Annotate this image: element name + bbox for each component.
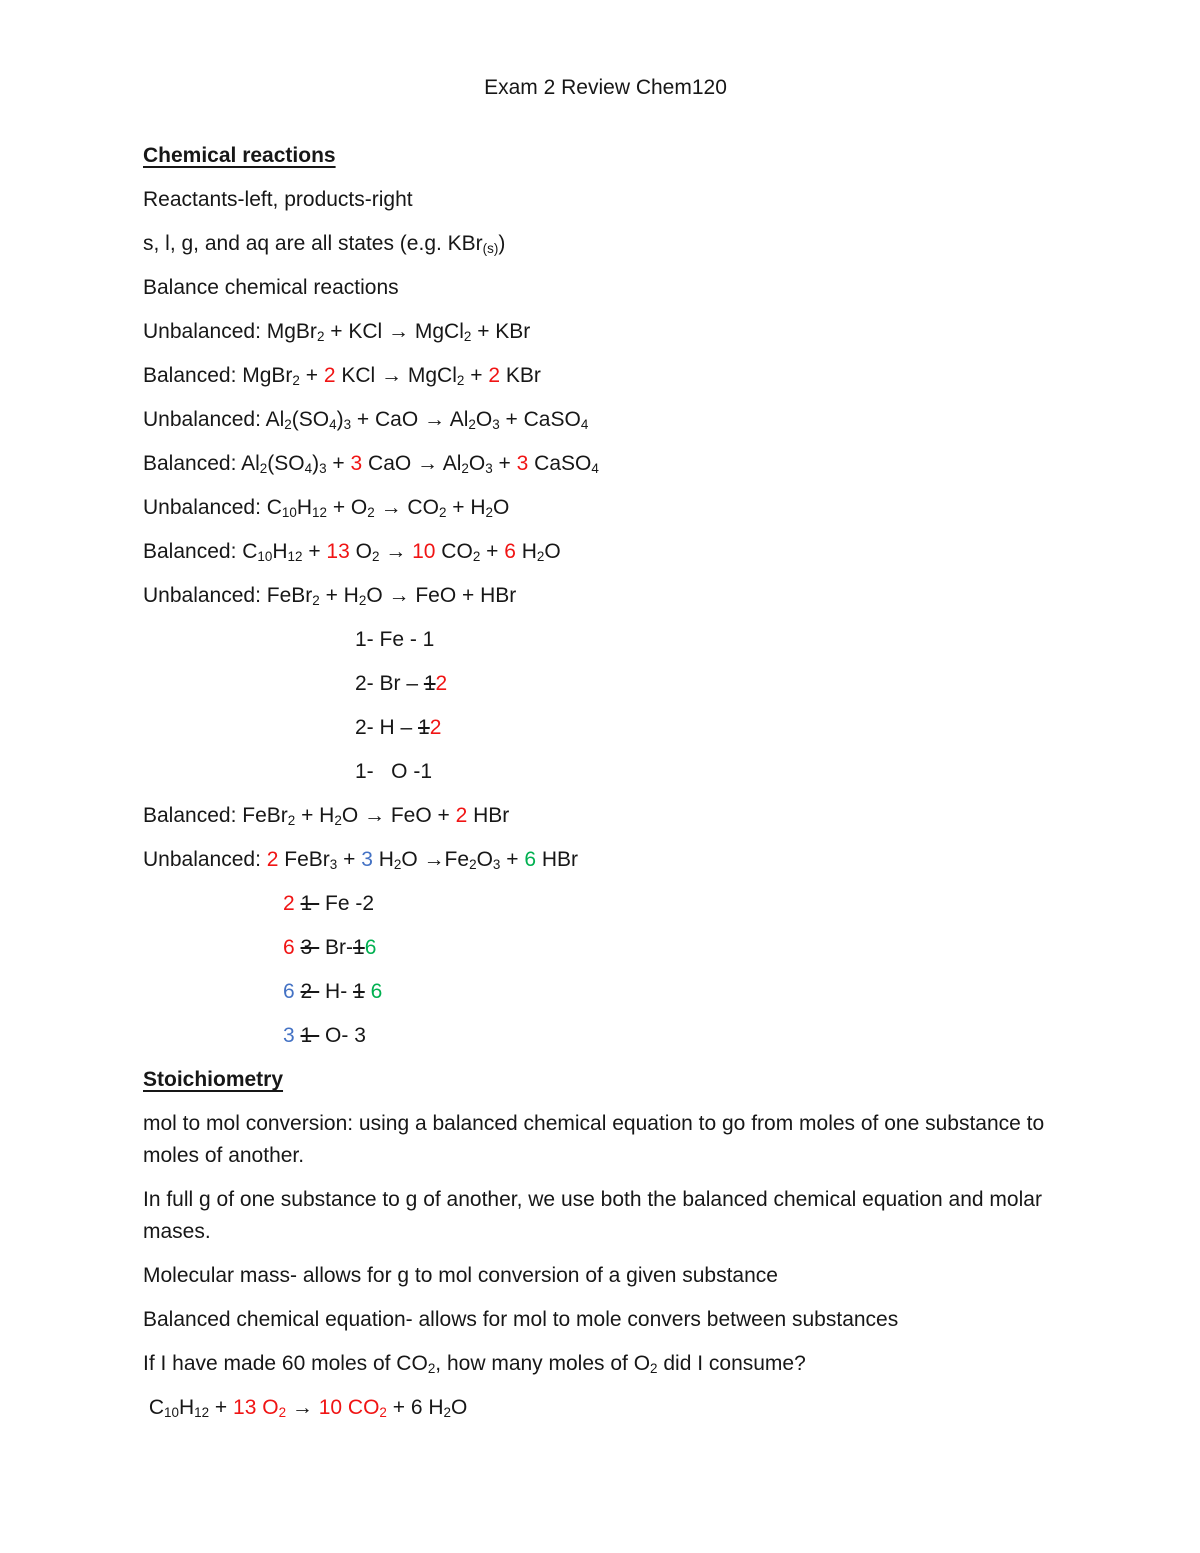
- text-token: 3: [492, 857, 501, 873]
- text-token: 10: [412, 540, 436, 563]
- text-token: 3: [516, 452, 529, 475]
- text-token: Unbalanced: C: [143, 496, 282, 519]
- text-token: If I have made 60 moles of CO: [143, 1352, 428, 1375]
- element-count-line: [283, 1020, 1068, 1052]
- element-count-line: [283, 888, 1068, 920]
- text-token: 3: [319, 461, 327, 477]
- text-token: 12: [287, 549, 303, 565]
- text-token: 2- Br –: [355, 672, 424, 695]
- text-token: O: [544, 540, 561, 563]
- text-token: 2: [488, 364, 500, 387]
- text-token: 2: [312, 593, 320, 609]
- text-token: Balanced: Al: [143, 452, 260, 475]
- text-token: + KBr: [471, 320, 531, 343]
- text-token: H: [296, 496, 313, 519]
- text-token: +: [299, 364, 324, 387]
- text-token: + H: [295, 804, 335, 827]
- text-token: Unbalanced: Al: [143, 408, 285, 431]
- text-token: 4: [580, 417, 589, 433]
- text-token: 12: [194, 1405, 210, 1421]
- equation-line: [143, 580, 1068, 612]
- text-token: KCl → MgCl: [335, 364, 457, 387]
- text-token: O → FeO + HBr: [366, 584, 517, 607]
- text-token: Unbalanced:: [143, 848, 267, 871]
- paragraph: [143, 184, 1068, 216]
- paragraph: [143, 1108, 1068, 1172]
- text-token: 2: [323, 364, 336, 387]
- text-token: +: [464, 364, 489, 387]
- text-token: 3: [350, 452, 363, 475]
- text-token: 2: [367, 505, 375, 521]
- text-token: 3-: [300, 936, 320, 959]
- element-count-line: [283, 976, 1068, 1008]
- equation-line: [143, 404, 1068, 436]
- text-token: , how many moles of O: [435, 1352, 651, 1375]
- text-token: 3: [492, 417, 500, 433]
- text-token: 2: [455, 804, 468, 827]
- text-token: O: [475, 408, 493, 431]
- text-token: 2: [463, 329, 472, 345]
- text-token: CaO → Al: [362, 452, 462, 475]
- text-token: 1: [418, 716, 430, 739]
- text-token: Balanced: C: [143, 540, 258, 563]
- text-token: 6: [283, 936, 295, 959]
- text-token: 12: [312, 505, 327, 521]
- text-token: 2: [472, 549, 481, 565]
- page-title: [143, 72, 1068, 104]
- text-token: (s): [482, 241, 499, 257]
- equation-line: [143, 536, 1068, 568]
- text-token: 2: [287, 813, 296, 829]
- text-token: 2: [438, 505, 447, 521]
- text-token: 2: [435, 672, 448, 695]
- text-token: H: [372, 848, 394, 871]
- text-token: 10: [164, 1405, 179, 1421]
- text-token: Balance chemical reactions: [143, 276, 399, 299]
- text-token: KBr: [500, 364, 541, 387]
- text-token: (SO: [291, 408, 330, 431]
- text-token: 1-: [300, 892, 320, 915]
- text-token: 3: [283, 1024, 295, 1047]
- text-token: + CaO → Al: [351, 408, 469, 431]
- text-token: O: [451, 1396, 468, 1419]
- text-token: 2: [461, 461, 469, 477]
- document-body: [143, 72, 1068, 1436]
- text-token: 2: [469, 857, 477, 873]
- text-token: did I consume?: [657, 1352, 806, 1375]
- text-token: In full g of one substance to g of another, we use both the balanced chemical equation and molar mases.: [143, 1188, 1048, 1243]
- text-token: 1- Fe - 1: [355, 628, 435, 651]
- text-token: Fe -2: [319, 892, 375, 915]
- text-token: 10: [281, 505, 297, 521]
- text-token: 10 CO: [318, 1396, 380, 1419]
- text-token: ): [498, 232, 506, 255]
- text-token: → CO: [374, 496, 439, 519]
- equation-line: [143, 1392, 1068, 1424]
- text-token: Br-: [319, 936, 354, 959]
- text-token: 2: [379, 1405, 387, 1421]
- element-count-line: [355, 756, 1068, 788]
- text-token: 4: [304, 461, 313, 477]
- element-count-line: [355, 712, 1068, 744]
- text-token: 2: [334, 813, 342, 829]
- equation-line: [143, 360, 1068, 392]
- text-token: 6: [283, 980, 295, 1003]
- equation-line: [143, 844, 1068, 876]
- element-count-line: [355, 668, 1068, 700]
- text-token: (SO: [267, 452, 305, 475]
- text-token: CO: [435, 540, 473, 563]
- text-token: + 6 H: [386, 1396, 444, 1419]
- text-token: Balanced chemical equation- allows for mol to mole convers between substances: [143, 1308, 899, 1331]
- text-token: 2: [427, 1361, 436, 1377]
- text-token: Balanced: FeBr: [143, 804, 288, 827]
- text-token: 2: [429, 716, 442, 739]
- text-token: +: [492, 452, 517, 475]
- section-heading-stoichiometry: [143, 1064, 1068, 1096]
- text-token: Unbalanced: FeBr: [143, 584, 313, 607]
- equation-line: [143, 448, 1068, 480]
- text-token: O: [476, 848, 493, 871]
- text-token: +: [337, 848, 362, 871]
- text-token: 2- H –: [355, 716, 419, 739]
- text-token: 4: [329, 417, 337, 433]
- paragraph: [143, 1304, 1068, 1336]
- text-token: 6: [364, 936, 377, 959]
- text-token: +: [302, 540, 327, 563]
- text-token: O: [493, 496, 510, 519]
- text-token: 6: [370, 980, 383, 1003]
- text-token: HBr: [467, 804, 510, 827]
- equation-line: [143, 316, 1068, 348]
- text-token: H: [515, 540, 537, 563]
- equation-line: [143, 492, 1068, 524]
- text-token: 2: [266, 848, 279, 871]
- text-token: + H: [446, 496, 486, 519]
- text-token: 1- O -1: [355, 760, 433, 783]
- text-token: 6: [524, 848, 537, 871]
- text-token: O- 3: [319, 1024, 366, 1047]
- text-token: Reactants-left, products-right: [143, 188, 413, 211]
- text-token: 2: [292, 373, 300, 389]
- text-token: 10: [257, 549, 273, 565]
- text-token: O: [468, 452, 486, 475]
- text-token: Molecular mass- allows for g to mol conversion of a given substance: [143, 1264, 778, 1287]
- text-token: +: [209, 1396, 234, 1419]
- text-token: mol to mol conversion: using a balanced chemical equation to go from moles of one substance to moles of another.: [143, 1112, 1051, 1167]
- text-token: 4: [591, 461, 599, 477]
- paragraph: [143, 1184, 1068, 1248]
- text-token: Unbalanced: MgBr: [143, 320, 317, 343]
- text-token: 2: [443, 1405, 452, 1421]
- text-token: HBr: [536, 848, 579, 871]
- text-token: C: [143, 1396, 165, 1419]
- text-token: Chemical reactions: [143, 144, 336, 167]
- text-token: →: [286, 1396, 319, 1419]
- text-token: 13 O: [233, 1396, 279, 1419]
- text-token: 2: [358, 593, 367, 609]
- paragraph: [143, 228, 1068, 260]
- equation-line: [143, 800, 1068, 832]
- text-token: 2: [650, 1361, 658, 1377]
- section-heading-chemical-reactions: [143, 140, 1068, 172]
- element-count-line: [355, 624, 1068, 656]
- text-token: +: [480, 540, 505, 563]
- text-token: + KCl → MgCl: [324, 320, 464, 343]
- text-token: 2-: [300, 980, 320, 1003]
- text-token: O → FeO +: [341, 804, 456, 827]
- text-token: 2: [536, 549, 545, 565]
- text-token: + CaSO: [499, 408, 581, 431]
- text-token: 2: [393, 857, 402, 873]
- text-token: 2: [485, 505, 494, 521]
- text-token: ): [312, 452, 320, 475]
- text-token: 2: [456, 373, 465, 389]
- text-token: 2: [284, 417, 292, 433]
- text-token: 1: [353, 980, 365, 1003]
- text-token: 2: [316, 329, 325, 345]
- text-token: 1: [353, 936, 365, 959]
- text-token: 3: [485, 461, 493, 477]
- text-token: 2: [468, 417, 476, 433]
- text-token: 6: [504, 540, 516, 563]
- text-token: 2: [283, 892, 295, 915]
- text-token: H: [178, 1396, 195, 1419]
- paragraph: [143, 272, 1068, 304]
- text-token: ): [336, 408, 344, 431]
- text-token: 2: [259, 461, 268, 477]
- text-token: O: [349, 540, 372, 563]
- text-token: 2: [371, 549, 380, 565]
- text-token: Stoichiometry: [143, 1068, 284, 1091]
- paragraph: [143, 1260, 1068, 1292]
- text-token: + H: [319, 584, 359, 607]
- text-token: 1-: [300, 1024, 320, 1047]
- text-token: O →Fe: [401, 848, 470, 871]
- text-token: +: [500, 848, 525, 871]
- text-token: →: [379, 540, 413, 563]
- text-token: + O: [327, 496, 368, 519]
- text-token: H-: [319, 980, 354, 1003]
- text-token: H: [272, 540, 288, 563]
- text-token: s, l, g, and aq are all states (e.g. KBr: [143, 232, 483, 255]
- text-token: 3: [361, 848, 373, 871]
- paragraph: [143, 1348, 1068, 1380]
- text-token: CaSO: [528, 452, 592, 475]
- text-token: 1: [423, 672, 436, 695]
- text-token: FeBr: [278, 848, 330, 871]
- text-token: Balanced: MgBr: [143, 364, 293, 387]
- text-token: +: [326, 452, 351, 475]
- text-token: 13: [326, 540, 350, 563]
- text-token: 2: [278, 1405, 287, 1421]
- text-token: 3: [343, 417, 352, 433]
- text-token: Exam 2 Review Chem120: [484, 76, 727, 99]
- element-count-line: [283, 932, 1068, 964]
- text-token: 3: [329, 857, 338, 873]
